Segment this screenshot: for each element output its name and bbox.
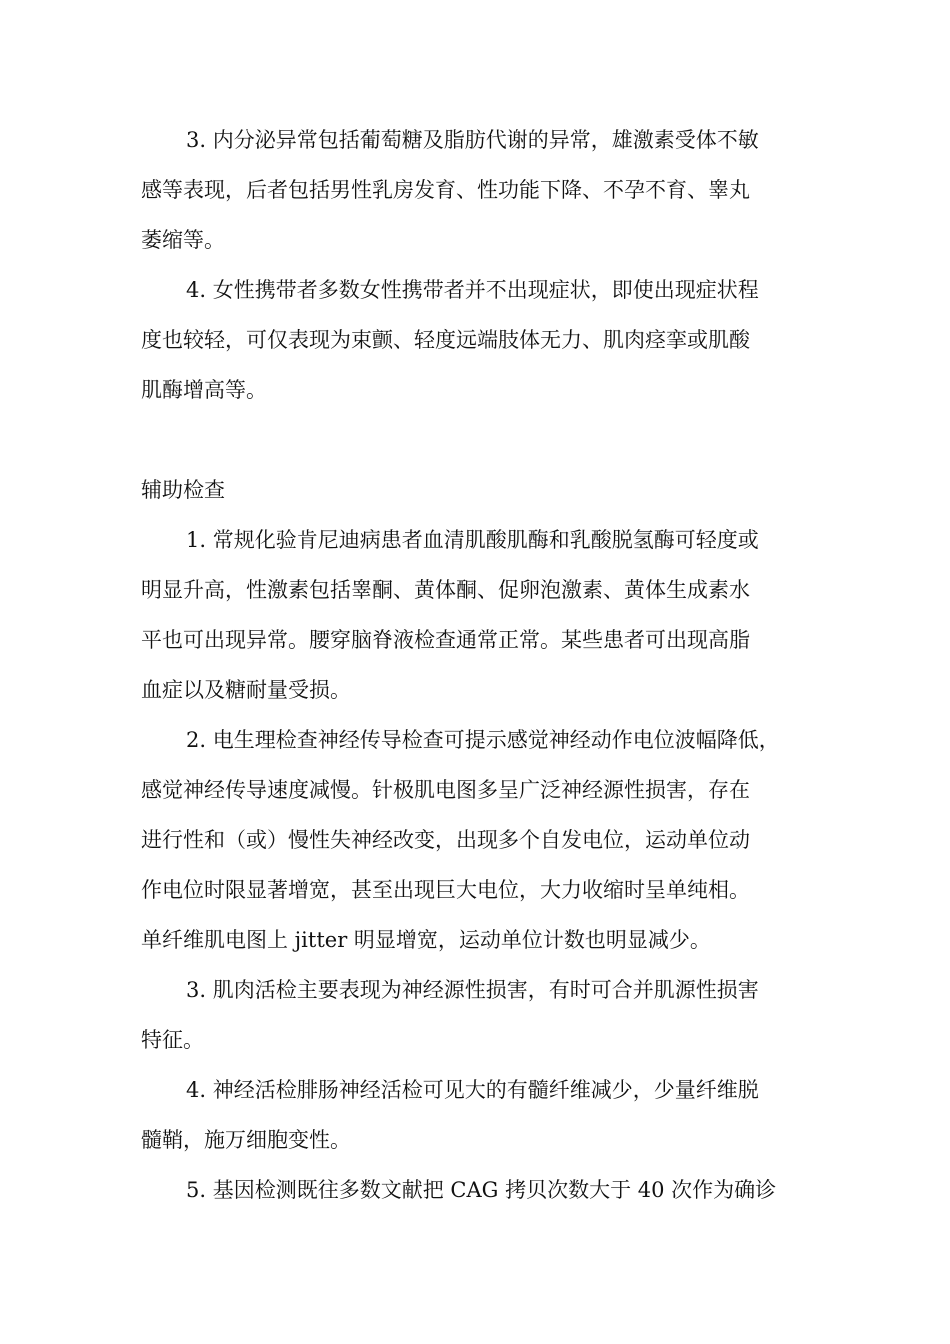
- text-line: 进行性和（或）慢性失神经改变，出现多个自发电位，运动单位动: [141, 828, 750, 852]
- text-line: 1. 常规化验肯尼迪病患者血清肌酸肌酶和乳酸脱氢酶可轻度或: [186, 528, 759, 552]
- text-line: 特征。: [141, 1028, 204, 1052]
- text-line: 2. 电生理检查神经传导检查可提示感觉神经动作电位波幅降低，: [186, 728, 780, 752]
- text-line: 肌酶增高等。: [141, 378, 267, 402]
- text-line: 明显升高，性激素包括睾酮、黄体酮、促卵泡激素、黄体生成素水: [141, 578, 750, 602]
- text-line: 5. 基因检测既往多数文献把 CAG 拷贝次数大于 40 次作为确诊: [186, 1178, 777, 1202]
- text-line: 3. 肌肉活检主要表现为神经源性损害，有时可合并肌源性损害: [186, 978, 759, 1002]
- text-line: 萎缩等。: [141, 228, 225, 252]
- section-heading: 辅助检查: [141, 478, 225, 502]
- text-line: 髓鞘，施万细胞变性。: [141, 1128, 351, 1152]
- text-line: 感觉神经传导速度减慢。针极肌电图多呈广泛神经源性损害，存在: [141, 778, 750, 802]
- text-line: 感等表现，后者包括男性乳房发育、性功能下降、不孕不育、睾丸: [141, 178, 750, 202]
- text-line: 度也较轻，可仅表现为束颤、轻度远端肢体无力、肌肉痉挛或肌酸: [141, 328, 750, 352]
- text-line: 4. 女性携带者多数女性携带者并不出现症状，即使出现症状程: [186, 278, 759, 302]
- text-line: 血症以及糖耐量受损。: [141, 678, 351, 702]
- text-line: 作电位时限显著增宽，甚至出现巨大电位，大力收缩时呈单纯相。: [141, 878, 750, 902]
- text-line: 3. 内分泌异常包括葡萄糖及脂肪代谢的异常，雄激素受体不敏: [186, 128, 759, 152]
- text-line: 4. 神经活检腓肠神经活检可见大的有髓纤维减少，少量纤维脱: [186, 1078, 759, 1102]
- text-line: 单纤维肌电图上 jitter 明显增宽，运动单位计数也明显减少。: [141, 928, 711, 952]
- text-line: 平也可出现异常。腰穿脑脊液检查通常正常。某些患者可出现高脂: [141, 628, 750, 652]
